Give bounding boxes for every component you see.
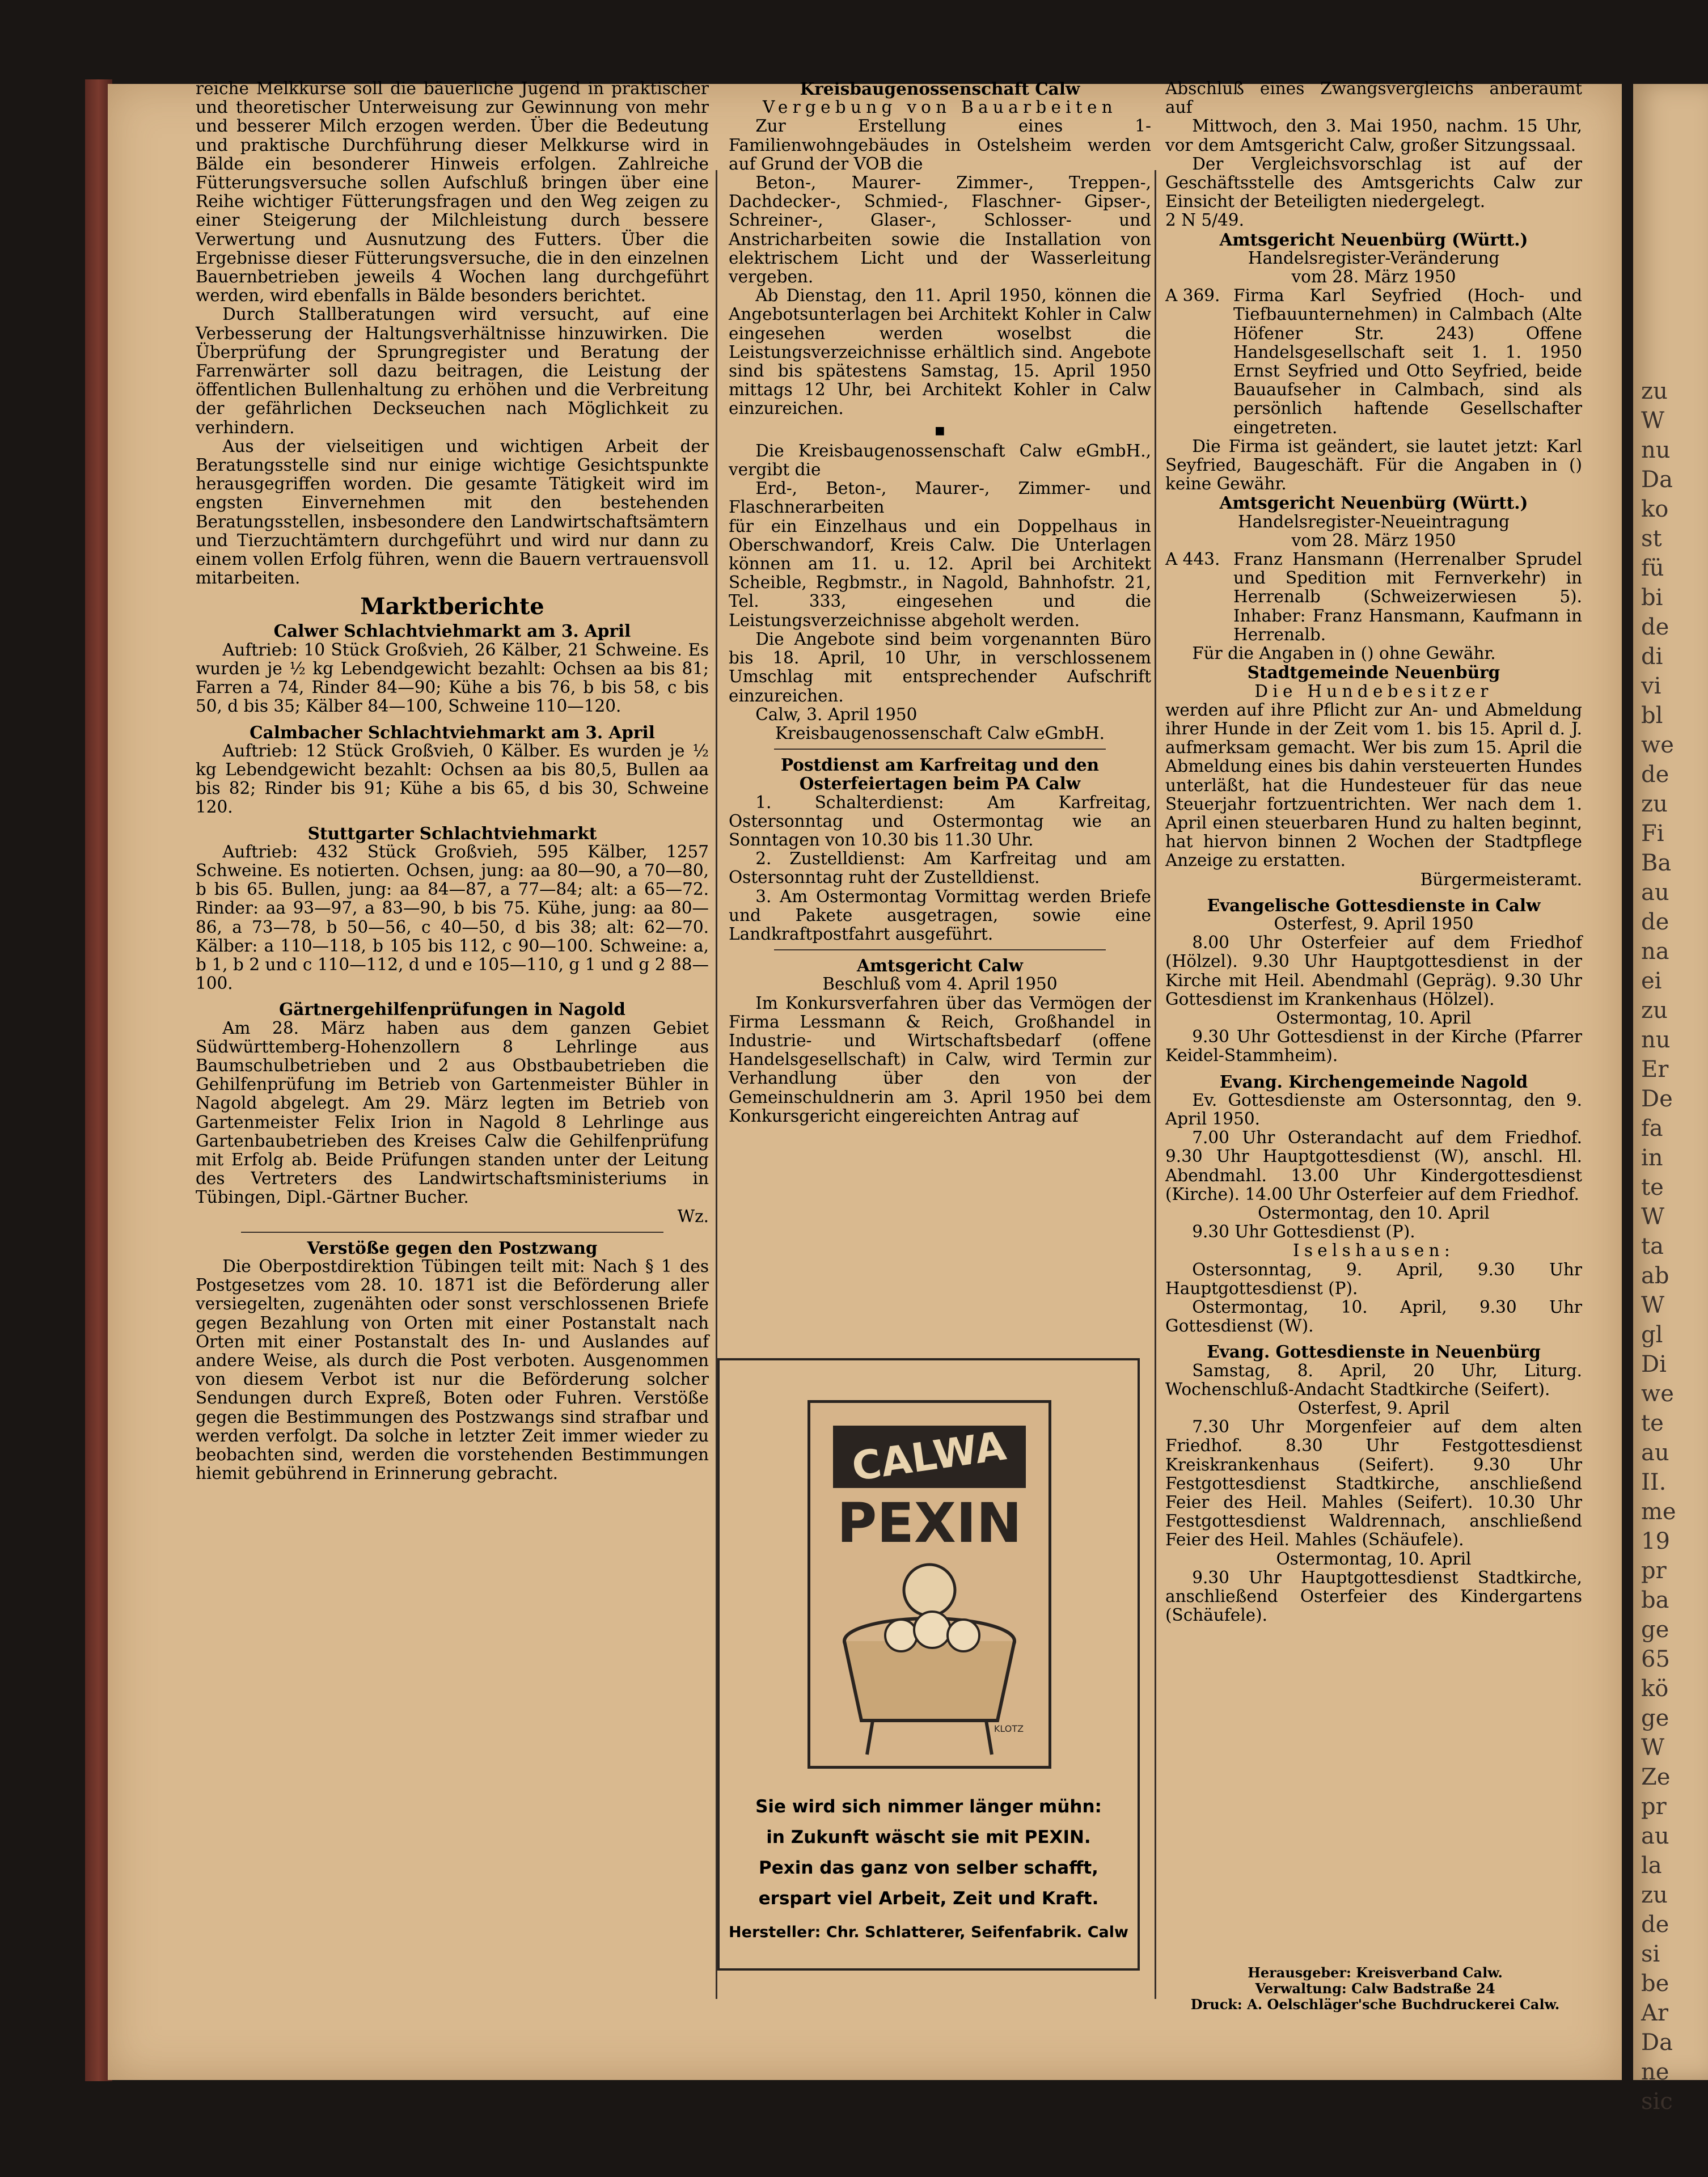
article-text: Auftrieb: 10 Stück Großvieh, 26 Kälber, 21 Schweine. Es wurden je ½ kg Lebendgewicht bezahlt: Ochsen aa bis 81; Farren a 74, Rinder 84—90; Kühe a bis 76, b bis 58, c bis 50, d bis 35; Kälber 84—100, Schweine 110—120. (196, 640, 709, 716)
next-page-text-fragment: W (1641, 1292, 1665, 1318)
next-page-text-fragment: Fi (1641, 821, 1664, 847)
next-page-text-fragment: nu (1641, 1027, 1671, 1053)
imprint-line: Herausgeber: Kreisverband Calw. (1248, 1964, 1503, 1981)
article-paragraph: Aus der vielseitigen und wichtigen Arbeit der Beratungsstelle sind nur einige wichtige Gesichtspunkte herausgegriffen worden. Die gesamte Tätigkeit wird im engsten Einvernehmen mit den bestehenden Beratungsstellen, insbesondere den Landwirtschaftsämtern und Tierzuchtämtern durchgeführt und wird nur dann zu einem vollen Erfolg führen, wenn die Bauern vertrauensvoll mitarbeiten. (196, 436, 709, 588)
next-page-text-fragment: te (1641, 1410, 1664, 1436)
notice-text: Erd-, Beton-, Maurer-, Zimmer- und Flaschnerarbeiten (729, 479, 1151, 517)
notice-text: 2. Zustelldienst: Am Karfreitag und am Ostersonntag ruht der Zustelldienst. (729, 849, 1151, 887)
notice-text: Im Konkursverfahren über das Vermögen der Firma Lessmann & Reich, Großhandel in Industrie- und Wirtschaftsbedarf (offene Handelsgesellschaft) in Calw, wird Termin zur Verhandlung über den von der Gemeinschuldnerin am 3. April 1950 bei dem Konkursgericht eingereichten Antrag auf (729, 993, 1151, 1126)
notice-subheading: Die Hundebesitzer (1254, 681, 1493, 701)
next-page-text-fragment: zu (1641, 1882, 1668, 1908)
notice-signature: Kreisbaugenossenschaft Calw eGmbH. (775, 723, 1105, 743)
next-page-text-fragment: ab (1641, 1263, 1669, 1289)
ad-line: in Zukunft wäscht sie mit PEXIN. (766, 1827, 1091, 1848)
pexin-package-illustration (808, 1400, 1051, 1769)
imprint-line: Verwaltung: Calw Badstraße 24 (1255, 1980, 1495, 1997)
notice-text: Beton-, Maurer- Zimmer-, Treppen-, Dachdecker-, Schmied-, Flaschner- Gipser-, Schreiner-, Glaser-, Schlosser- und Anstricharbeiten sowie die Installation von elektrischem Licht und der Wasserleitung vergeben. (729, 173, 1151, 287)
notice-text: 8.00 Uhr Osterfeier auf dem Friedhof (Hölzel). 9.30 Uhr Hauptgottesdienst in der Kirche mit Heil. Abendmahl (Gepräg). 9.30 Uhr Gottesdienst im Krankenhaus (Hölzel). (1165, 933, 1582, 1009)
next-page-text-fragment: zu (1641, 378, 1668, 404)
next-page-text-fragment: we (1641, 732, 1674, 758)
notice-subheading: Ostermontag, 10. April (1276, 1008, 1472, 1028)
next-page-text-fragment: de (1641, 614, 1669, 640)
next-page-text-fragment: zu (1641, 997, 1668, 1024)
notice-subheading: Ostermontag, 10. April (1276, 1549, 1472, 1569)
next-page-text-fragment: kö (1641, 1676, 1669, 1702)
notice-text: Abschluß eines Zwangsvergleichs anberaumt auf (1165, 79, 1582, 117)
next-page-text-fragment: pr (1641, 1794, 1667, 1820)
notice-text: Der Vergleichsvorschlag ist auf der Geschäftsstelle des Amtsgerichts Calw zur Einsicht der Beteiligten niedergelegt. (1165, 154, 1582, 212)
next-page-edge (1633, 84, 1708, 2115)
next-page-text-fragment: W (1641, 1735, 1665, 1761)
next-page-text-fragment: ge (1641, 1705, 1669, 1731)
notice-heading: Kreisbaugenossenschaft Calw (800, 79, 1080, 99)
article-text: Am 28. März haben aus dem ganzen Gebiet Südwürttemberg-Hohenzollern 8 Lehrlinge aus Baumschulbetrieben und 2 aus Obstbaubetrieben die Gehilfenprüfung im Betrieb von Gartenmeister Bühler in Nagold abgelegt. Am 29. März legten im Betrieb von Gartenmeister Felix Irion in Nagold 8 Lehrlinge aus Gartenbaubetrieben des Kreises Calw die Gehilfenprüfung mit Erfolg ab. Beide Prüfungen standen unter der Leitung des Vertreters des Landwirtschaftsministeriums in Tübingen, Dipl.-Gärtner Bucher. (196, 1018, 709, 1207)
separator-dot: ▪ (934, 420, 946, 439)
notice-heading: Amtsgericht Neuenbürg (Württ.) (1219, 493, 1528, 513)
article-text: Die Oberpostdirektion Tübingen teilt mit: Nach § 1 des Postgesetzes vom 28. 10. 1871 ist die Beförderung aller versiegelten, zugenähten oder sonst verschlossenen Briefe gegen Bezahlung von Orten mit einer Postanstalt nach Orten mit einer Postanstalt des In- und Auslandes auf andere Weise, als durch die Post verboten. Ausgenommen von diesem Verbot ist nur die Beförderung solcher Sendungen durch Expreß, Boten oder Fuhren. Verstöße gegen die Bestimmungen des Postzwangs sind strafbar und werden verfolgt. Da solche in letzter Zeit immer wieder zu beobachten sind, werden die vorstehenden Bestimmungen hiemit gebührend in Erinnerung gebracht. (196, 1256, 709, 1483)
next-page-text-fragment: Di (1641, 1351, 1667, 1377)
next-page-text-fragment: Ba (1641, 850, 1672, 876)
next-page-text-fragment: Da (1641, 467, 1673, 493)
next-page-text-fragment: de (1641, 762, 1669, 788)
next-page-text-fragment: ba (1641, 1587, 1669, 1613)
ad-line: erspart viel Arbeit, Zeit und Kraft. (758, 1888, 1099, 1909)
product-name-text: PEXIN (836, 1491, 1022, 1555)
notice-text: Ostermontag, 10. April, 9.30 Uhr Gottesdienst (W). (1165, 1297, 1582, 1336)
next-page-text-fragment: Ze (1641, 1764, 1671, 1790)
artist-signature: KLOTZ (993, 1723, 1024, 1734)
article-paragraph: Durch Stallberatungen wird versucht, auf eine Verbesserung der Haltungsverhältnisse hinzuwirken. Die Überprüfung der Sprungregister und Beratung der Farrenwärter soll dazu beitragen, die Leistung der öffentlichen Bullenhaltung zu erhöhen und die Verbreitung der gefährlichen Deckseuchen nach Möglichkeit zu verhindern. (196, 305, 709, 437)
column-1 (196, 79, 709, 1483)
next-page-text-fragment: au (1641, 1823, 1669, 1849)
next-page-text-fragment: te (1641, 1174, 1664, 1200)
column-3 (1165, 79, 1582, 1625)
notice-heading: Evang. Gottesdienste in Neuenbürg (1207, 1342, 1541, 1362)
ad-slogan (720, 1791, 1138, 1948)
article-heading: Verstöße gegen den Postzwang (307, 1237, 598, 1258)
next-page-text-fragment: 19 (1641, 1528, 1670, 1554)
separator-rule (241, 1232, 663, 1233)
separator-rule (774, 749, 1106, 750)
next-page-text-fragment: vi (1641, 673, 1662, 699)
next-page-text-fragment: na (1641, 939, 1669, 965)
next-page-text-fragment: me (1641, 1499, 1676, 1525)
notice-signature: Bürgermeisteramt. (1420, 869, 1582, 889)
register-number: A 369. (1165, 286, 1220, 306)
next-page-text-fragment: au (1641, 1440, 1669, 1466)
next-page-text-fragment: II. (1641, 1469, 1667, 1495)
notice-text: Für die Angaben in () ohne Gewähr. (1192, 644, 1496, 663)
notice-text: Die Angebote sind beim vorgenannten Büro bis 18. April, 10 Uhr, in verschlossenem Umschlag mit entsprechender Aufschrift einzureichen. (729, 629, 1151, 705)
publisher-imprint (1168, 1965, 1582, 2013)
section-heading: Marktberichte (360, 593, 544, 620)
next-page-text-fragment: nu (1641, 437, 1671, 463)
next-page-text-fragment: De (1641, 1086, 1673, 1112)
notice-text: 9.30 Uhr Hauptgottesdienst Stadtkirche, anschließend Osterfeier des Kindergartens (Schäufele). (1165, 1567, 1582, 1625)
notice-text: Die Firma ist geändert, sie lautet jetzt: Karl Seyfried, Baugeschäft. Für die Angaben in () keine Gewähr. (1165, 436, 1582, 494)
next-page-text-fragment: 65 (1641, 1646, 1670, 1672)
notice-heading: Amtsgericht Neuenbürg (Württ.) (1219, 229, 1528, 250)
register-entry (1165, 286, 1582, 437)
notice-heading: Amtsgericht Calw (857, 956, 1023, 976)
next-page-text-fragment: fa (1641, 1115, 1663, 1142)
notice-subheading: Osterfest, 9. April (1297, 1398, 1450, 1418)
next-page-text-fragment: ta (1641, 1233, 1664, 1259)
notice-subheading: Ostermontag, den 10. April (1258, 1203, 1490, 1223)
next-page-text-fragment: gl (1641, 1322, 1663, 1348)
notice-heading: Postdienst am Karfreitag und den Osterfeiertagen beim PA Calw (780, 755, 1100, 794)
next-page-text-fragment: ei (1641, 968, 1662, 994)
author-initials: Wz. (677, 1206, 709, 1226)
notice-heading: Evang. Kirchengemeinde Nagold (1219, 1071, 1528, 1092)
separator-rule (774, 949, 1106, 950)
notice-text: Ab Dienstag, den 11. April 1950, können die Angebotsunterlagen bei Architekt Kohler in Calw eingesehen werden woselbst die Leistungsverzeichnisse erhältlich sind. Angebote sind bis spätestens Samstag, 15. April 1950 mittags 12 Uhr, bei Architekt Kohler in Calw einzureichen. (729, 286, 1151, 419)
ad-manufacturer: Hersteller: Chr. Schlatterer, Seifenfabrik. Calw (729, 1924, 1128, 1941)
register-entry (1165, 550, 1582, 644)
article-heading: Stuttgarter Schlachtviehmarkt (307, 823, 597, 843)
notice-date: vom 28. März 1950 (1291, 267, 1456, 287)
ad-line: Sie wird sich nimmer länger mühn: (755, 1796, 1102, 1817)
next-page-text-fragment: au (1641, 880, 1669, 906)
article-heading: Gärtnergehilfenprüfungen in Nagold (279, 999, 625, 1020)
notice-subheading: Handelsregister-Veränderung (1248, 248, 1500, 268)
notice-subheading: Vergebung von Bauarbeiten (763, 98, 1117, 117)
next-page-text-fragment: de (1641, 1912, 1669, 1938)
next-page-text-fragment: in (1641, 1145, 1663, 1171)
article-continuation: reiche Melkkurse soll die bäuerliche Jugend in praktischer und theoretischer Unterweisung zur Gewinnung von mehr und besserer Milch erzogen werden. Über die Bedeutung und praktische Durchführung dieser Melkkurse wird in Bälde ein besonderer Hinweis erfolgen. Zahlreiche Fütterungsversuche sollen Aufschluß bringen über eine Reihe wichtiger Fütterungsfragen und den Weg zeigen zu einer Steigerung der Milchleistung durch bessere Verwertung und Ausnutzung des Futters. Über die Ergebnisse dieser Fütterungsversuche, die in den einzelnen Bauernbetrieben jeweils 4 Wochen lang durchgeführt werden, wird ebenfalls in Bälde besonders berichtet. (196, 79, 709, 306)
next-page-text-fragment: ge (1641, 1617, 1669, 1643)
next-page-text-fragment: Ar (1641, 2000, 1669, 2026)
next-page-text-fragment: zu (1641, 791, 1668, 817)
next-page-text-fragment: st (1641, 526, 1662, 552)
notice-date: Calw, 3. April 1950 (755, 704, 918, 724)
next-page-text-fragment: ne (1641, 2059, 1669, 2085)
next-page-text-fragment: fü (1641, 555, 1664, 581)
next-page-text-fragment: la (1641, 1853, 1662, 1879)
next-page-text-fragment: sic (1641, 2089, 1673, 2115)
notice-text: 7.00 Uhr Osterandacht auf dem Friedhof. 9.30 Uhr Hauptgottesdienst (W), anschl. Hl. Abendmahl. 13.00 Uhr Kindergottesdienst (Kirche). 14.00 Uhr Osterfeier auf dem Friedhof. (1165, 1128, 1582, 1204)
notice-text: 3. Am Ostermontag Vormittag werden Briefe und Pakete ausgetragen, sowie eine Landkraftpostfahrt ausgeführt. (729, 886, 1151, 944)
column-2 (729, 79, 1151, 1126)
notice-subheading: Osterfest, 9. April 1950 (1274, 914, 1474, 933)
next-page-text-fragment: be (1641, 1971, 1669, 1997)
notice-text: Zur Erstellung eines 1-Familienwohngebäudes in Ostelsheim werden auf Grund der VOB die (729, 116, 1151, 174)
article-text: Auftrieb: 432 Stück Großvieh, 595 Kälber, 1257 Schweine. Es notierten. Ochsen, jung: aa 80—90, a 70—80, b bis 65. Bullen, jung: aa 84—87, a 77—84; alt: a 65—72. Rinder: aa 93—97, a 83—90, b bis 75. Kühe, jung: aa 80—86, a 73—78, b 50—56, c 40—50, d bis 38; alt: 62—70. Kälber: a 110—118, b 105 bis 112, c 90—100. Schweine: a, b 1, b 2 und c 110—112, d und e 105—110, g 1 und g 2 88—100. (196, 842, 709, 994)
next-page-text-fragment: di (1641, 644, 1663, 670)
pexin-package-drawing (810, 1403, 1049, 1766)
notice-heading: Evangelische Gottesdienste in Calw (1207, 895, 1541, 915)
notice-text: werden auf ihre Pflicht zur An- und Abmeldung ihrer Hunde in der Zeit vom 1. bis 15. April d. J. aufmerksam gemacht. Wer bis zum 15. April die Abmeldung eines bis dahin versteuerten Hundes unterläßt, hat die Hundesteuer für das neue Steuerjahr fortzuentrichten. Wer nach dem 1. April einen steuerbaren Hund zu halten beginnt, hat hiervon binnen 2 Wochen der Stadtpflege Anzeige zu erstatten. (1165, 700, 1582, 870)
next-page-text-fragment: W (1641, 1204, 1665, 1230)
notice-text: Die Kreisbaugenossenschaft Calw eGmbH., vergibt die (729, 441, 1151, 480)
register-text: Franz Hansmann (Herrenalber Sprudel und Spedition mit Fernverkehr) in Herrenalb (Schweizerwiesen 5). Inhaber: Franz Hansmann, Kaufmann in Herrenalb. (1233, 549, 1582, 644)
article-text: Auftrieb: 12 Stück Großvieh, 0 Kälber. Es wurden je ½ kg Lebendgewicht bezahlt: Ochsen aa bis 80,5, Bullen aa bis 82; Rinder bis 91; Kühe a bis 65, d bis 30, Schweine 120. (196, 741, 709, 817)
notice-text: Ostersonntag, 9. April, 9.30 Uhr Hauptgottesdienst (P). (1165, 1259, 1582, 1298)
next-page-text-fragment: ko (1641, 496, 1669, 522)
notice-heading: Stadtgemeinde Neuenbürg (1247, 662, 1500, 683)
case-reference: 2 N 5/49. (1165, 210, 1244, 230)
notice-subheading: Iselshausen: (1292, 1241, 1455, 1261)
imprint-line: Druck: A. Oelschläger'sche Buchdruckerei Calw. (1190, 1996, 1560, 2013)
notice-date: vom 28. März 1950 (1291, 530, 1456, 550)
next-page-text-fragment: pr (1641, 1558, 1667, 1584)
next-page-text-fragment: de (1641, 909, 1669, 935)
next-page-text-fragment: W (1641, 408, 1665, 434)
notice-text: 1. Schalterdienst: Am Karfreitag, Ostersonntag und Ostermontag wie an Sonntagen von 10.30 bis 11.30 Uhr. (729, 792, 1151, 849)
next-page-text-fragment: bi (1641, 585, 1663, 611)
article-heading: Calmbacher Schlachtviehmarkt am 3. April (250, 722, 655, 742)
notice-text: Mittwoch, den 3. Mai 1950, nachm. 15 Uhr, vor dem Amtsgericht Calw, großer Sitzungssaal. (1165, 116, 1582, 155)
notice-subheading: Handelsregister-Neueintragung (1237, 512, 1510, 531)
notice-text: Ev. Gottesdienste am Ostersonntag, den 9. April 1950. (1165, 1090, 1582, 1128)
notice-text: 9.30 Uhr Gottesdienst in der Kirche (Pfarrer Keidel-Stammheim). (1165, 1027, 1582, 1066)
notice-text: 9.30 Uhr Gottesdienst (P). (1192, 1222, 1415, 1242)
article-heading: Calwer Schlachtviehmarkt am 3. April (273, 621, 631, 641)
notice-text: 7.30 Uhr Morgenfeier auf dem alten Friedhof. 8.30 Uhr Festgottesdienst Kreiskrankenhaus (Seifert). 9.30 Uhr Festgottesdienst Stadtkirche, anschließend Feier des Heil. Mahles (Seifert). 10.30 Uhr Festgottesdienst Waldrennach, anschließend Feier des Heil. Mahles (Schäufele). (1165, 1417, 1582, 1550)
column-rule (1155, 170, 1156, 1999)
next-page-text-fragment: Er (1641, 1056, 1669, 1083)
next-page-text-fragment: si (1641, 1941, 1660, 1967)
ad-line: Pexin das ganz von selber schafft, (759, 1858, 1098, 1878)
next-page-text-fragment: Da (1641, 2030, 1673, 2056)
notice-text: Samstag, 8. April, 20 Uhr, Liturg. Wochenschluß-Andacht Stadtkirche (Seifert). (1165, 1360, 1582, 1399)
register-text: Firma Karl Seyfried (Hoch- und Tiefbauunternehmen) in Calmbach (Alte Höfener Str. 243) Offene Handelsgesellschaft seit 1. 1. 1950 Ernst Seyfried und Otto Seyfried, beide Bauaufseher in Calmbach, sind als persönlich haftende Gesellschafter eingetreten. (1233, 286, 1582, 437)
register-number: A 443. (1165, 549, 1220, 569)
next-page-text-fragment: we (1641, 1381, 1674, 1407)
notice-subheading: Beschluß vom 4. April 1950 (822, 974, 1058, 994)
pexin-advertisement (717, 1358, 1140, 1971)
brand-logo-text: CALWA (849, 1422, 1009, 1490)
next-page-text-fragment: bl (1641, 703, 1663, 729)
notice-text: für ein Einzelhaus und ein Doppelhaus in Oberschwandorf, Kreis Calw. Die Unterlagen können am 11. u. 12. April bei Architekt Scheible, Regbmstr., in Nagold, Bahnhofstr. 21, Tel. 333, eingesehen und die Leistungsverzeichnisse abgeholt werden. (729, 516, 1151, 630)
